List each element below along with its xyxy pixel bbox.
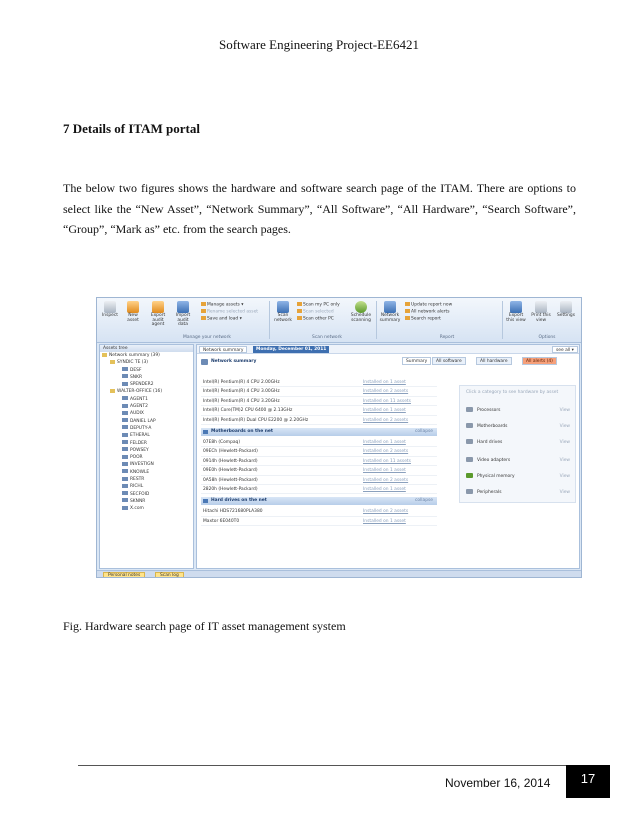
tree-item-label: SKNNR (130, 498, 146, 504)
scan-network-button[interactable]: Scan network (272, 301, 294, 323)
table-row (201, 397, 437, 406)
tree-item-label: AGENT2 (130, 404, 148, 410)
scan-selected-button[interactable]: Scan selected (297, 309, 334, 315)
tree-item-label: SNKR (130, 374, 143, 380)
installed-on-link[interactable]: Installed on 1 asset (363, 408, 406, 414)
view-link[interactable]: View (559, 458, 570, 463)
view-link[interactable]: View (559, 474, 570, 479)
computer-icon (122, 396, 128, 400)
hardware-name: Intel(R) Core(TM)2 CPU 6400 @ 2.13GHz (203, 408, 293, 414)
tree-item[interactable] (100, 410, 193, 417)
memory-icon (466, 473, 473, 478)
breadcrumb[interactable]: Network summary (199, 346, 247, 353)
scan-pc-icon (297, 302, 302, 306)
table-row (201, 447, 437, 456)
category-label: Physical memory (477, 474, 515, 479)
tree-item[interactable] (100, 440, 193, 447)
tree-item[interactable] (100, 447, 193, 454)
figure-caption: Fig. Hardware search page of IT asset management system (63, 619, 346, 633)
collapse-link[interactable]: collapse (414, 498, 433, 504)
category-label: Video adapters (477, 458, 511, 463)
tree-item[interactable] (100, 381, 193, 388)
category-memory[interactable] (466, 472, 572, 482)
tree-item[interactable] (100, 418, 193, 425)
section-header-hard-drives: Hard drives on the net collapse (201, 497, 437, 505)
tree-item[interactable] (100, 498, 193, 505)
assets-tree-title: Assets tree (100, 345, 193, 352)
hardware-name: Intel(R) Pentium(R) 4 CPU 3.00GHz (203, 389, 280, 395)
group-separator (269, 301, 270, 339)
group-separator (376, 301, 377, 339)
tab-all-software[interactable]: All software (432, 357, 466, 365)
computer-icon (122, 455, 128, 459)
tree-item[interactable] (100, 403, 193, 410)
tree-item-label: AUDIX (130, 411, 144, 417)
tree-item[interactable] (100, 432, 193, 439)
import-audit-data-button[interactable]: Import audit data (172, 301, 194, 328)
installed-on-link[interactable]: Installed on 2 assets (363, 389, 409, 395)
computer-icon (122, 440, 128, 444)
hardware-name: 09ECh (Hewlett-Packard) (203, 449, 258, 455)
tree-item-label: DEPUTY-A (130, 425, 152, 431)
section-header-motherboards: Motherboards on the net collapse (201, 428, 437, 436)
print-view-button[interactable]: Print this view (530, 301, 552, 323)
tree-item[interactable] (100, 454, 193, 461)
scan-selected-icon (297, 309, 302, 313)
tree-item[interactable] (100, 352, 193, 359)
network-summary-button[interactable]: Network summary (379, 301, 401, 323)
computer-icon (122, 382, 128, 386)
all-network-alerts-button[interactable]: All network alerts (405, 309, 450, 315)
tab-scan-log[interactable]: Scan log (155, 572, 184, 578)
computer-icon (122, 425, 128, 429)
table-row (201, 387, 437, 396)
table-row (201, 507, 437, 516)
rename-asset-button[interactable]: Rename selected asset (201, 309, 258, 315)
page-number: 17 (566, 765, 610, 798)
tab-summary[interactable]: Summary (402, 357, 431, 365)
itam-screenshot (96, 297, 582, 578)
tree-item-label: RICHL (130, 484, 144, 490)
tree-item[interactable] (100, 505, 193, 512)
view-tabs (402, 357, 577, 365)
tree-item[interactable] (100, 461, 193, 468)
hardware-name: Maxtor 6E040T0 (203, 518, 240, 524)
tree-item-label: SECFOID (130, 491, 150, 497)
folder-icon (102, 353, 107, 357)
category-peripherals[interactable] (466, 488, 572, 498)
tree-item[interactable] (100, 491, 193, 498)
computer-icon (122, 404, 128, 408)
video-adapter-icon (466, 457, 473, 462)
installed-on-link[interactable]: Installed on 1 asset (363, 380, 406, 385)
bottom-tab-bar (97, 570, 581, 578)
group-label-scan: Scan network (312, 335, 342, 340)
computer-icon (122, 491, 128, 495)
tree-item-label: SPENDER2 (130, 382, 154, 388)
view-link[interactable]: View (559, 440, 570, 445)
tree-item[interactable] (100, 374, 193, 381)
hardware-list (201, 378, 437, 526)
view-link[interactable]: View (559, 490, 570, 495)
alert-icon (405, 309, 410, 313)
folder-icon (110, 360, 115, 364)
hardware-name: 0A58h (Hewlett-Packard) (203, 477, 258, 483)
group-label-manage: Manage your network (183, 335, 231, 340)
tab-all-hardware[interactable]: All hardware (476, 357, 512, 365)
installed-on-link[interactable]: Installed on 1 asset (363, 518, 406, 524)
new-asset-icon (127, 301, 139, 313)
category-label: Hard drives (477, 440, 503, 445)
tree-item-label: DANIEL LAP (130, 418, 156, 424)
installed-on-link[interactable]: Installed on 1 asset (363, 486, 406, 492)
footer-rule (78, 765, 576, 766)
assets-tree-panel (99, 344, 194, 569)
category-hard-drive[interactable] (466, 438, 572, 448)
computer-icon (122, 469, 128, 473)
inspect-button[interactable]: Inspect (99, 301, 121, 319)
date-label: Monday, December 01, 2011 (253, 346, 329, 353)
table-row (201, 485, 437, 494)
installed-on-link[interactable]: Installed on 1 asset (363, 468, 406, 474)
hardware-categories-panel (459, 385, 576, 503)
tree-item-label: AGENT1 (130, 396, 148, 402)
schedule-scanning-button[interactable]: Schedule scanning (350, 301, 372, 323)
installed-on-link[interactable]: Installed on 2 assets (363, 417, 409, 423)
category-video-adapter[interactable] (466, 456, 572, 466)
body-paragraph: The below two figures shows the hardware and software search page of the ITAM. There are options to select like the “New Asset”, “Network Summary”, “All Software”, “All Hardware”, “Search Software”, “Group”, “Mark as” etc. from the search pages. (63, 181, 576, 236)
manage-assets-icon (201, 302, 206, 306)
main-panel (196, 344, 580, 569)
tree-item-label: X.com (130, 506, 144, 512)
settings-button[interactable]: Settings (555, 301, 577, 319)
hardware-name: Intel(R) Pentium(R) 4 CPU 3.20GHz (203, 398, 280, 404)
tree-item-label: DESF (130, 367, 142, 373)
computer-icon (122, 418, 128, 422)
category-processor[interactable] (466, 406, 572, 416)
tree-item[interactable] (100, 469, 193, 476)
tree-item-label: POWSEY (130, 447, 149, 453)
view-link[interactable]: View (559, 424, 570, 429)
table-row (201, 457, 437, 466)
folder-icon (110, 389, 115, 393)
table-row (201, 406, 437, 415)
tree-item[interactable] (100, 388, 193, 395)
table-row (201, 476, 437, 485)
peripherals-icon (466, 489, 473, 494)
tree-item-label: KNOWLE (130, 469, 150, 475)
computer-icon (122, 411, 128, 415)
hardware-name: 09E0h (Hewlett-Packard) (203, 468, 258, 474)
categories-hint: Click a category to see hardware by asset (466, 390, 559, 395)
scan-other-icon (297, 316, 302, 320)
hardware-name: Hitachi HDS721680PLA380 (203, 509, 263, 515)
tree-item-label: RESTR (130, 477, 145, 483)
see-all-dropdown[interactable]: see all ▾ (552, 346, 578, 353)
rename-icon (201, 309, 206, 313)
manage-assets-button[interactable]: Manage assets ▾ (201, 302, 243, 308)
hard-drive-icon (466, 439, 473, 444)
search-report-button[interactable]: Search report (405, 316, 441, 322)
refresh-icon (405, 302, 410, 306)
search-icon (405, 316, 410, 320)
tree-item[interactable] (100, 483, 193, 490)
tree-item-label: FELDER (130, 440, 147, 446)
computer-icon (122, 477, 128, 481)
computer-icon (122, 367, 128, 371)
export-audit-agent-button[interactable]: Export audit agent (147, 301, 169, 328)
computer-icon (122, 447, 128, 451)
installed-on-link[interactable]: Installed on 2 assets (363, 509, 409, 515)
installed-on-link[interactable]: Installed on 1 asset (363, 439, 406, 445)
tree-item-label: INVESTIGN (130, 462, 154, 468)
new-asset-button[interactable]: New asset (122, 301, 144, 323)
computer-icon (122, 462, 128, 466)
computer-icon (122, 498, 128, 502)
group-label-options: Options (538, 335, 556, 340)
print-icon (535, 301, 547, 313)
save-and-load-button[interactable]: Save and load ▾ (201, 316, 242, 322)
category-motherboard[interactable] (466, 422, 572, 432)
category-label: Processors (477, 408, 501, 413)
navigation-bar (197, 345, 579, 354)
installed-on-link[interactable]: Installed on 11 assets (363, 458, 411, 464)
computer-icon (122, 506, 128, 510)
installed-on-link[interactable]: Installed on 2 assets (363, 449, 409, 455)
category-label: Peripherals (477, 490, 502, 495)
save-icon (201, 316, 206, 320)
tree-item[interactable] (100, 476, 193, 483)
tree-item[interactable] (100, 359, 193, 366)
ribbon-toolbar (97, 298, 581, 343)
tab-personal-notes[interactable]: Personal notes (103, 572, 145, 578)
network-summary-icon (384, 301, 396, 313)
motherboard-icon (466, 423, 473, 428)
tree-item-label: Network summary (39) (109, 353, 160, 358)
settings-icon (560, 301, 572, 313)
update-report-button[interactable]: Update report now (405, 302, 452, 308)
table-row (201, 438, 437, 447)
view-link[interactable]: View (559, 408, 570, 413)
import-data-icon (177, 301, 189, 313)
processor-icon (466, 407, 473, 412)
section-heading: 7 Details of ITAM portal (63, 121, 200, 136)
assets-tree-list (100, 352, 193, 513)
tree-item-label: POOR (130, 455, 143, 461)
tab-all-alerts[interactable]: All alerts (4) (522, 357, 557, 365)
computer-icon (122, 374, 128, 378)
hardware-name: 0914h (Hewlett-Packard) (203, 458, 258, 464)
group-label-report: Report (439, 335, 455, 340)
scan-my-pc-button[interactable]: Scan my PC only (297, 302, 340, 308)
export-agent-icon (152, 301, 164, 313)
tree-item-label: SYNDIC TE (3) (117, 360, 148, 366)
tree-item-label: WALTER-OFFICE (16) (117, 389, 163, 395)
document-header: Software Engineering Project-EE6421 (219, 37, 419, 52)
page-title: Network summary (199, 357, 459, 367)
hardware-name: 07E8h (Compaq) (203, 439, 241, 445)
hardware-name: 2820h (Hewlett-Packard) (203, 486, 258, 492)
hardware-name: Intel(R) Pentium(R) 4 CPU 2.00GHz (203, 380, 280, 385)
hardware-name: Intel(R) Pentium(R) Dual CPU E2200 @ 2.20GHz (203, 417, 309, 423)
inspect-icon (104, 301, 116, 313)
footer-date: November 16, 2014 (445, 776, 551, 790)
table-row (201, 466, 437, 475)
installed-on-link[interactable]: Installed on 2 assets (363, 477, 409, 483)
table-row (201, 378, 437, 387)
tree-item[interactable] (100, 396, 193, 403)
tree-item[interactable] (100, 367, 193, 374)
table-row (201, 517, 437, 526)
tree-item-label: ETHERAL (130, 433, 150, 439)
computer-icon (122, 433, 128, 437)
group-separator (502, 301, 503, 339)
schedule-icon (355, 301, 367, 313)
collapse-link[interactable]: collapse (414, 428, 433, 434)
scan-network-icon (277, 301, 289, 313)
table-row (201, 416, 437, 425)
computer-icon (122, 484, 128, 488)
tree-item[interactable] (100, 425, 193, 432)
category-label: Motherboards (477, 424, 508, 429)
export-view-icon (510, 301, 522, 313)
installed-on-link[interactable]: Installed on 11 assets (363, 398, 411, 404)
scan-other-pc-button[interactable]: Scan other PC (297, 316, 334, 322)
export-view-button[interactable]: Export this view (505, 301, 527, 323)
